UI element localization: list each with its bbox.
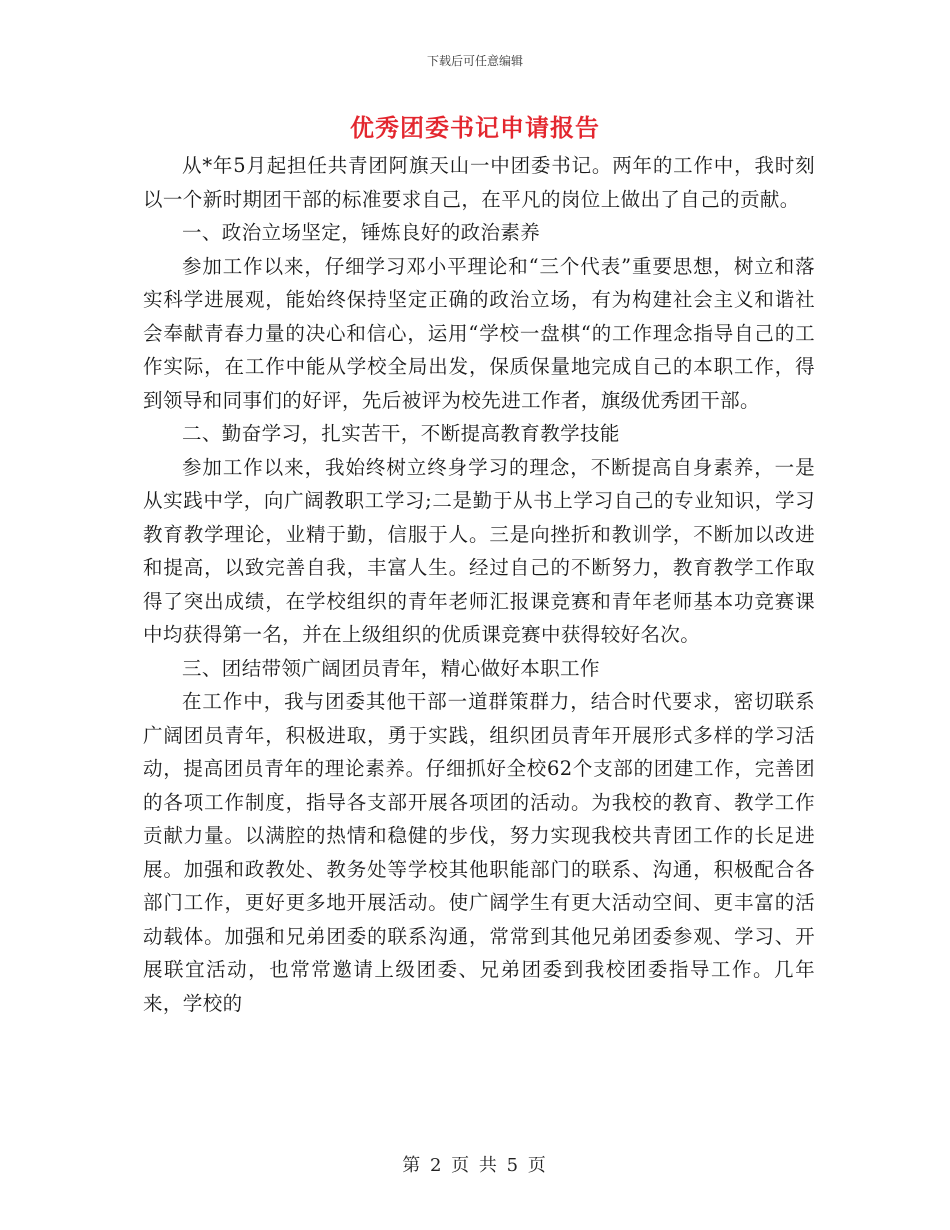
document-body <box>143 149 815 1020</box>
section-heading-3: 三、团结带领广阔团员青年，精心做好本职工作 <box>182 656 600 680</box>
paragraph-section-3: 在工作中，我与团委其他干部一道群策群力，结合时代要求，密切联系广阔团员青年，积极进取，勇于实践，组织团员青年开展形式多样的学习活动，提高团员青年的理论素养。仔细抓好全校62个支部的团建工作，完善团的各项工作制度，指导各支部开展各项团的活动。为我校的教育、教学工作贡献力量。以满腔的热情和稳健的步伐，努力实现我校共青团工作的长足进展。加强和政教处、教务处等学校其他职能部门的联系、沟通，积极配合各部门工作，更好更多地开展活动。使广阔学生有更大活动空间、更丰富的活动载体。加强和兄弟团委的联系沟通，常常到其他兄弟团委参观、学习、开展联宜活动，也常常邀请上级团委、兄弟团委到我校团委指导工作。几年来，学校的 <box>143 690 815 1015</box>
section-heading-1: 一、政治立场坚定，锤炼良好的政治素养 <box>182 221 541 244</box>
section-heading-2: 二、勤奋学习，扎实苦干，不断提高教育教学技能 <box>182 422 620 445</box>
paragraph-section-1: 参加工作以来，仔细学习邓小平理论和“三个代表”重要思想，树立和落实科学进展观，能始终保持坚定正确的政治立场，有为构建社会主义和谐社会奉献青春力量的决心和信心，运用“学校一盘棋“的工作理念指导自己的工作实际，在工作中能从学校全局出发，保质保量地完成自己的本职工作，得到领导和同事们的好评，先后被评为校先进工作者，旗级优秀团干部。 <box>143 254 815 412</box>
page-number: 第 2 页 共 5 页 <box>402 1155 548 1176</box>
paragraph-intro: 从*年5月起担任共青团阿旗天山一中团委书记。两年的工作中，我时刻以一个新时期团干部的标准要求自己，在平凡的岗位上做出了自己的贡献。 <box>143 154 815 211</box>
header-note: 下载后可任意编辑 <box>426 54 523 68</box>
paragraph-section-2: 参加工作以来，我始终树立终身学习的理念，不断提高自身素养，一是从实践中学，向广阔教职工学习;二是勤于从书上学习自己的专业知识，学习教育教学理论，业精于勤，信服于人。三是向挫折和教训学，不断加以改进和提高，以致完善自我，丰富人生。经过自己的不断努力，教育教学工作取得了突出成绩，在学校组织的青年老师汇报课竞赛和青年老师基本功竞赛课中均获得第一名，并在上级组织的优质课竞赛中获得较好名次。 <box>143 455 815 646</box>
document-title: 优秀团委书记申请报告 <box>350 114 600 142</box>
